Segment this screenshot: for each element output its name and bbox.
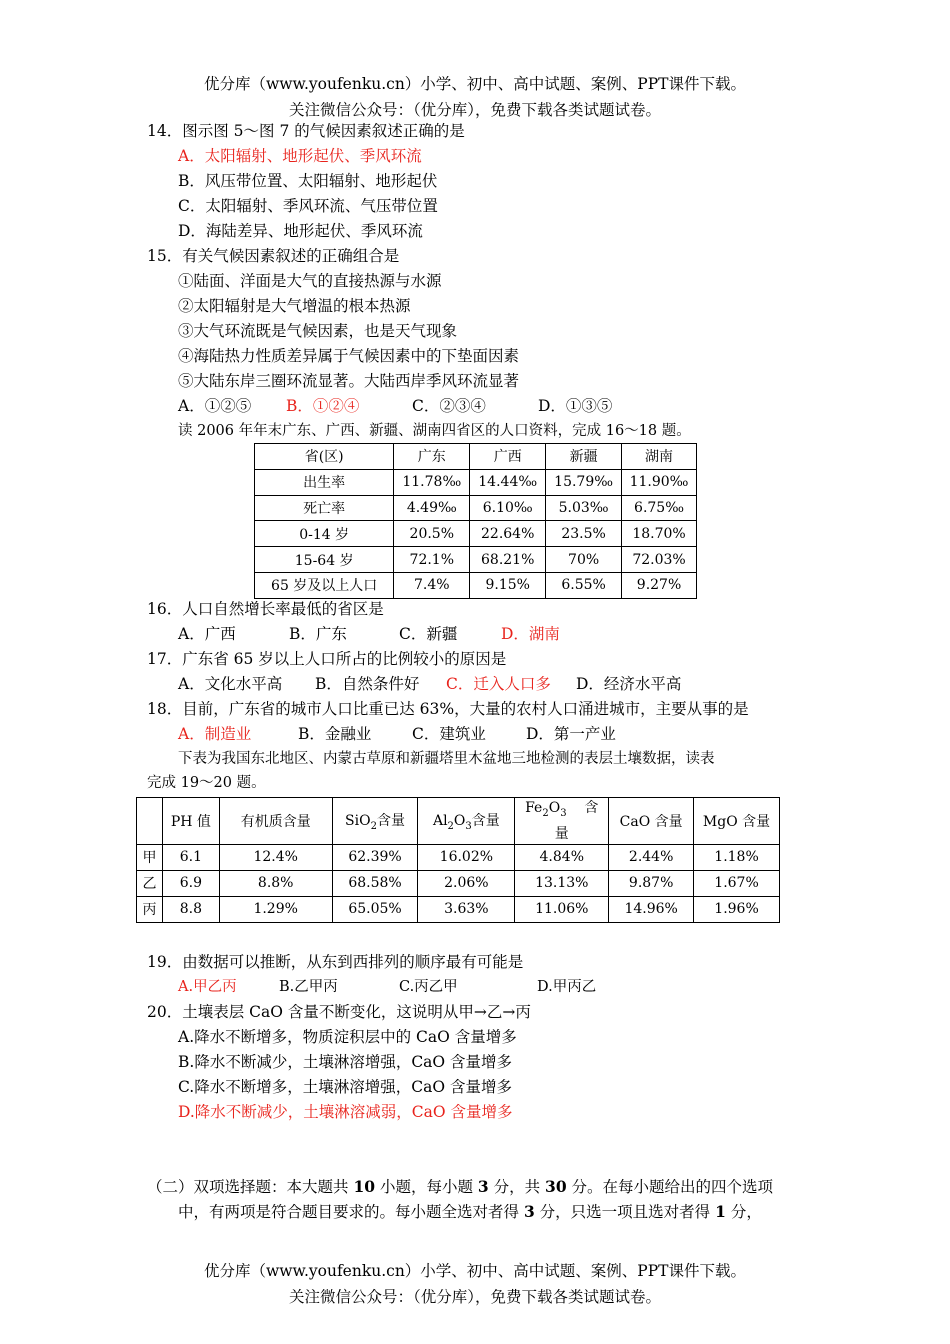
table-header-cell: CaO 含量 bbox=[609, 798, 694, 845]
q17-option-b: B．自然条件好 bbox=[315, 675, 420, 693]
table-cell: 62.39% bbox=[332, 844, 418, 870]
q19-option-d: D.甲丙乙 bbox=[537, 979, 597, 995]
q15-item-5: ⑤大陆东岸三圈环流显著。大陆西岸季风环流显著 bbox=[178, 372, 520, 390]
table-header-cell: SiO$_2$含量 bbox=[332, 798, 418, 845]
q15-item-2: ②太阳辐射是大气增温的根本热源 bbox=[178, 297, 411, 315]
table-cell: 9.27% bbox=[622, 572, 697, 598]
q19-option-b: B.乙甲丙 bbox=[279, 979, 338, 995]
table-cell: 68.58% bbox=[332, 870, 418, 896]
table-cell: 8.8% bbox=[219, 870, 332, 896]
table-header-cell: 新疆 bbox=[546, 444, 622, 470]
table-cell: 9.87% bbox=[609, 870, 694, 896]
header-line-1: 优分库（www.youfenku.cn）小学、初中、高中试题、案例、PPT课件下载。 bbox=[203, 75, 747, 93]
intro-16-18: 读 2006 年年末广东、广西、新疆、湖南四省区的人口资料，完成 16～18 题。 bbox=[178, 423, 691, 439]
table-row bbox=[137, 870, 780, 896]
table-cell: 乙 bbox=[137, 870, 163, 896]
table-header-cell bbox=[137, 798, 163, 845]
intro-19-20-line-2: 完成 19～20 题。 bbox=[147, 775, 266, 791]
table-cell: 72.03% bbox=[622, 547, 697, 573]
table-cell: 死亡率 bbox=[255, 495, 394, 521]
table-cell: 15.79‰ bbox=[546, 469, 622, 495]
table-cell: 13.13% bbox=[515, 870, 609, 896]
q14-option-d: D．海陆差异、地形起伏、季风环流 bbox=[178, 222, 423, 240]
q15-option-d: D．①③⑤ bbox=[538, 397, 613, 415]
section-2-line-2: 中，有两项是符合题目要求的。每小题全选对者得 3 分，只选一项且选对者得 1 分， bbox=[178, 1202, 762, 1221]
table-cell: 11.90‰ bbox=[622, 469, 697, 495]
q16-option-a: A．广西 bbox=[178, 625, 236, 643]
q14-option-a: A．太阳辐射、地形起伏、季风环流 bbox=[178, 147, 422, 165]
q16-option-d: D．湖南 bbox=[501, 625, 560, 643]
table-row bbox=[255, 495, 697, 521]
table-cell: 72.1% bbox=[394, 547, 470, 573]
table-cell: 14.96% bbox=[609, 896, 694, 922]
table-cell: 12.4% bbox=[219, 844, 332, 870]
q14-stem: 14．图示图 5～图 7 的气候因素叙述正确的是 bbox=[147, 122, 465, 140]
intro-19-20-line-1: 下表为我国东北地区、内蒙古草原和新疆塔里木盆地三地检测的表层土壤数据，读表 bbox=[178, 751, 715, 767]
q15-stem: 15．有关气候因素叙述的正确组合是 bbox=[147, 247, 400, 265]
table-cell: 6.9 bbox=[162, 870, 219, 896]
table-cell: 丙 bbox=[137, 896, 163, 922]
table-header-cell: PH 值 bbox=[162, 798, 219, 845]
table-cell: 16.02% bbox=[418, 844, 515, 870]
table-cell: 8.8 bbox=[162, 896, 219, 922]
table-header-cell: $Al_2O_3$含量 bbox=[418, 798, 515, 845]
q18-option-a: A．制造业 bbox=[178, 725, 252, 743]
table-header-cell: 湖南 bbox=[622, 444, 697, 470]
table-header-cell: 有机质含量 bbox=[219, 798, 332, 845]
table-cell: 11.06% bbox=[515, 896, 609, 922]
q15-item-1: ①陆面、洋面是大气的直接热源与水源 bbox=[178, 272, 442, 290]
table-cell: 22.64% bbox=[470, 521, 546, 547]
table-cell: 1.67% bbox=[694, 870, 780, 896]
table-cell: 2.44% bbox=[609, 844, 694, 870]
soil-table bbox=[136, 797, 780, 923]
table-row bbox=[137, 896, 780, 922]
q15-option-a: A．①②⑤ bbox=[178, 397, 252, 415]
q20-option-b: B.降水不断减少，土壤淋溶增强，CaO 含量增多 bbox=[178, 1053, 513, 1071]
table-cell: 4.49‰ bbox=[394, 495, 470, 521]
q17-options bbox=[178, 674, 681, 694]
q15-item-3: ③大气环流既是气候因素，也是天气现象 bbox=[178, 322, 458, 340]
table-header-cell: $Fe_2O_3$ 含 量 bbox=[515, 798, 609, 845]
table-header-row bbox=[255, 444, 697, 470]
q19-option-a: A.甲乙丙 bbox=[178, 979, 237, 995]
table-cell: 18.70% bbox=[622, 521, 697, 547]
q20-option-d: D.降水不断减少，土壤淋溶减弱，CaO 含量增多 bbox=[178, 1103, 513, 1121]
table-cell: 23.5% bbox=[546, 521, 622, 547]
table-cell: 6.55% bbox=[546, 572, 622, 598]
table-cell: 4.84% bbox=[515, 844, 609, 870]
table-cell: 6.75‰ bbox=[622, 495, 697, 521]
table-row bbox=[255, 521, 697, 547]
table-header-row bbox=[137, 798, 780, 845]
table-cell: 20.5% bbox=[394, 521, 470, 547]
table-cell: 11.78‰ bbox=[394, 469, 470, 495]
table-header-cell: 广西 bbox=[470, 444, 546, 470]
table-cell: 1.29% bbox=[219, 896, 332, 922]
table-cell: 2.06% bbox=[418, 870, 515, 896]
q16-stem: 16．人口自然增长率最低的省区是 bbox=[147, 600, 384, 618]
table-header-cell: 省(区) bbox=[255, 444, 394, 470]
table-cell: 1.18% bbox=[694, 844, 780, 870]
table-cell: 6.1 bbox=[162, 844, 219, 870]
footer-line-2: 关注微信公众号：（优分库），免费下载各类试题试卷。 bbox=[288, 1288, 661, 1306]
q16-option-c: C．新疆 bbox=[399, 625, 458, 643]
table-cell: 15-64 岁 bbox=[255, 547, 394, 573]
q20-option-a: A.降水不断增多，物质淀积层中的 CaO 含量增多 bbox=[178, 1028, 517, 1046]
table-header-cell: 广东 bbox=[394, 444, 470, 470]
q18-options bbox=[178, 724, 616, 744]
q16-option-b: B．广东 bbox=[289, 625, 347, 643]
q15-item-4: ④海陆热力性质差异属于气候因素中的下垫面因素 bbox=[178, 347, 520, 365]
table-cell: 68.21% bbox=[470, 547, 546, 573]
q18-option-c: C．建筑业 bbox=[412, 725, 486, 743]
table-cell: 9.15% bbox=[470, 572, 546, 598]
q18-option-d: D．第一产业 bbox=[526, 725, 616, 743]
q19-option-c: C.丙乙甲 bbox=[399, 979, 458, 995]
q15-option-b: B．①②④ bbox=[286, 397, 360, 415]
table-cell: 14.44‰ bbox=[470, 469, 546, 495]
table-cell: 1.96% bbox=[694, 896, 780, 922]
table-cell: 出生率 bbox=[255, 469, 394, 495]
table-cell: 65.05% bbox=[332, 896, 418, 922]
q17-stem: 17．广东省 65 岁以上人口所占的比例较小的原因是 bbox=[147, 650, 507, 668]
q15-option-c: C．②③④ bbox=[412, 397, 486, 415]
q19-options bbox=[178, 977, 596, 997]
table-cell: 0-14 岁 bbox=[255, 521, 394, 547]
q18-option-b: B．金融业 bbox=[298, 725, 372, 743]
table-cell: 3.63% bbox=[418, 896, 515, 922]
header-line-2: 关注微信公众号：（优分库），免费下载各类试题试卷。 bbox=[288, 101, 661, 119]
q15-options bbox=[178, 396, 612, 416]
q19-stem: 19．由数据可以推断，从东到西排列的顺序最有可能是 bbox=[147, 953, 524, 971]
q14-option-b: B．风压带位置、太阳辐射、地形起伏 bbox=[178, 172, 438, 190]
table-cell: 5.03‰ bbox=[546, 495, 622, 521]
table-cell: 7.4% bbox=[394, 572, 470, 598]
q20-option-c: C.降水不断增多，土壤淋溶增强，CaO 含量增多 bbox=[178, 1078, 512, 1096]
q17-option-d: D．经济水平高 bbox=[576, 675, 682, 693]
table-row bbox=[137, 844, 780, 870]
section-2-line-1: （二）双项选择题：本大题共 10 小题，每小题 3 分，共 30 分。在每小题给出的四个选项 bbox=[147, 1177, 774, 1196]
table-cell: 甲 bbox=[137, 844, 163, 870]
table-header-cell: MgO 含量 bbox=[694, 798, 780, 845]
q17-option-a: A．文化水平高 bbox=[178, 675, 283, 693]
population-table bbox=[254, 443, 697, 599]
table-row bbox=[255, 469, 697, 495]
q17-option-c: C．迁入人口多 bbox=[446, 675, 551, 693]
q20-stem: 20．土壤表层 CaO 含量不断变化，这说明从甲→乙→丙 bbox=[147, 1003, 531, 1021]
q16-options bbox=[178, 624, 560, 644]
table-cell: 6.10‰ bbox=[470, 495, 546, 521]
table-cell: 70% bbox=[546, 547, 622, 573]
q14-option-c: C．太阳辐射、季风环流、气压带位置 bbox=[178, 197, 438, 215]
q18-stem: 18．目前，广东省的城市人口比重已达 63%，大量的农村人口涌进城市，主要从事的是 bbox=[147, 700, 749, 718]
footer-line-1: 优分库（www.youfenku.cn）小学、初中、高中试题、案例、PPT课件下载。 bbox=[203, 1262, 747, 1280]
table-row bbox=[255, 547, 697, 573]
table-row bbox=[255, 572, 697, 598]
table-cell: 65 岁及以上人口 bbox=[255, 572, 394, 598]
